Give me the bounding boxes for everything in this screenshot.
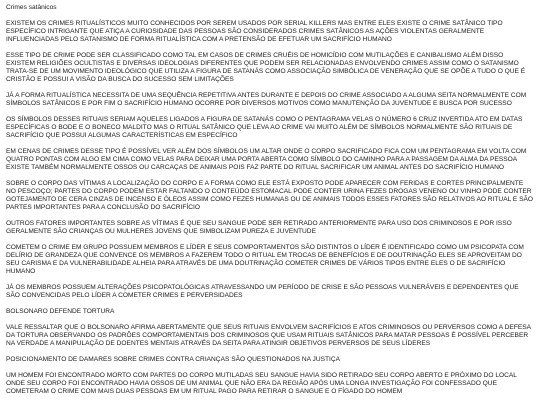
paragraph: JÁ OS MEMBROS POSSUEM ALTERAÇÕES PSICOPATOLÓGICAS ATRAVESSANDO UM PERÍODO DE CRISE E SÃO PESSOAS VULNERÁVEIS E DEPENDENTES QUE SÃO CONVENCIDAS PELO LÍDER A COMETER CRIMES E PERVERSIDADES <box>6 284 519 299</box>
paragraph: ESSE TIPO DE CRIME PODE SER CLASSIFICADO COMO TAL EM CASOS DE CRIMES CRUÉIS DE HOMICÍDIO COM MUTILAÇÕES E CANIBALISMO ALÉM DISSO EXISTEM RELIGIÕES OCULTISTAS E DIVERSAS IDEOLOGIAS DIFERENTES QUE PODEM SER RELACIONADAS ENVOLVENDO CRIMES ASSIM COMO O SATANISMO TRATA-SE DE UM MOVIMENTO IDEOLÓGICO QUE UTILIZA A FIGURA DE SATANÁS COMO ASSOCIAÇÃO SIMBÓLICA DE VENERAÇÃO QUE SE OPÕE A TUDO O QUE É CRISTÃO E POSSUI A VISÃO DA BUSCA DO SUCESSO SEM LIMITAÇÕES <box>6 52 526 83</box>
paragraph: UM HOMEM FOI ENCONTRADO MORTO COM PARTES DO CORPO MUTILADAS SEU SANGUE HAVIA SIDO RETIRADO SEU CORPO ABERTO E PRÓXIMO DO LOCAL ONDE SEU CORPO FOI ENCONTRADO HAVIA OSSOS DE UM ANIMAL QUE NÃO ERA DA REGIÃO APÓS UMA LONGA INVESTIGAÇÃO FOI CONFESSADO QUE COMETERAM O CRIME COM MAIS DUAS PESSOAS EM UM RITUAL PAGO PARA RETIRAR O SANGUE E O FÍGADO DO HOMEM <box>6 372 517 395</box>
section-heading: POSICIONAMENTO DE DAMARES SOBRE CRIMES CONTRA CRIANÇAS SÃO QUESTIONADOS NA JUSTIÇA <box>6 356 341 363</box>
paragraph: EM CENAS DE CRIMES DESSE TIPO É POSSÍVEL VER ALÉM DOS SÍMBOLOS UM ALTAR ONDE O CORPO SACRIFICADO FICA COM UM PENTAGRAMA EM VOLTA COM QUATRO PONTAS COM ALGO EM CIMA COMO VELAS PARA DEIXAR UMA PORTA ABERTA COMO SÍMBOLO DO CAMINHO PARA A PASSAGEM DA ALMA DA PESSOA EXISTE TAMBÉM NORMALMENTE OSSOS OU CARCAÇAS DE ANIMAIS POIS FAZ PARTE DO RITUAL SACRIFICAR UM ANIMAL ANTES DO SACRIFÍCIO HUMANO <box>6 148 527 171</box>
document-title: Crimes satânicos <box>6 4 57 11</box>
section-heading: BOLSONARO DEFENDE TORTURA <box>6 308 115 315</box>
paragraph: EXISTEM OS CRIMES RITUALÍSTICOS MUITO CONHECIDOS POR SEREM USADOS POR SERIAL KILLERS MAS ENTRE ELES EXISTE O CRIME SATÂNICO TIPO ESPECÍFICO INTRIGANTE QUE ATIÇA A CURIOSIDADE DAS PESSOAS SÃO CONSIDERADOS CRIMES SATÂNICOS AS AÇÕES VIOLENTAS GERALMENTE INFLUENCIADAS PELO SATANISMO DE FORMA RITUALÍSTICA COM A PRETENSÃO DE EFETUAR UM SACRIFÍCIO HUMANO <box>6 20 503 43</box>
paragraph: JÁ A FORMA RITUALÍSTICA NECESSITA DE UMA SEQUÊNCIA REPETITIVA ANTES DURANTE E DEPOIS DO CRIME ASSOCIADO A ALGUMA SEITA NORMALMENTE COM SÍMBOLOS SATÂNICOS E POR FIM O SACRIFÍCIO HUMANO OCORRE POR DIVERSOS MOTIVOS COMO MANUTENÇÃO DA JUVENTUDE E BUSCA POR SUCESSO <box>6 92 527 107</box>
paragraph: OUTROS FATORES IMPORTANTES SOBRE AS VÍTIMAS É QUE SEU SANGUE PODE SER RETIRADO ANTERIORMENTE PARA USO DOS CRIMINOSOS E POR ISSO GERALMENTE SÃO CRIANÇAS OU MULHERES JOVENS QUE SIMBOLIZAM PUREZA E JUVENTUDE <box>6 220 512 235</box>
paragraph: OS SÍMBOLOS DESSES RITUAIS SERIAM AQUELES LIGADOS A FIGURA DE SATANÁS COMO O PENTAGRAMA VELAS O NÚMERO 6 CRUZ INVERTIDA ATO EM DATAS ESPECÍFICAS O BODE E O BONECO MALDITO MAS O RITUAL SATÂNICO QUE LEVA AO CRIME VAI MUITO ALÉM DE SÍMBOLOS NORMALMENTE SÃO RITUAIS DE SACRIFÍCIO QUE POSSUI ALGUMAS CARACTERÍSTICAS EM ESPECÍFICO <box>6 116 523 139</box>
paragraph: VALE RESSALTAR QUE O BOLSONARO AFIRMA ABERTAMENTE QUE SEUS RITUAIS ENVOLVEM SACRIFÍCIOS E ATOS CRIMINOSOS OU PERVERSOS COMO A DEFESA DA TORTURA OBSERVANDO OS PADRÕES COMPORTAMENTAIS DOS CRIMINOSOS QUE USAM RITUAIS SATÂNICOS PARA MATAR PESSOAS É POSSÍVEL PERCEBER NA VERDADE A MANIPULAÇÃO DE DOENTES MENTAIS ATRAVÉS DA SEITA PARA ATINGIR OBJETIVOS PERVERSOS DE SEUS LÍDERES <box>6 324 531 347</box>
paragraph: COMETEM O CRIME EM GRUPO POSSUEM MEMBROS E LÍDER E SEUS COMPORTAMENTOS SÃO DISTINTOS O LÍDER É IDENTIFICADO COMO UM PSICOPATA COM DELÍRIO DE GRANDEZA QUE CONVENCE OS MEMBROS A FAZEREM TODO O RITUAL EM TROCAS DE BENEFÍCIOS E DE DOUTRINAÇÃO ELES SE APROVEITAM DO SEU CARISMA E DA VULNERABILIDADE ALHEIA PARA ATRAVÉS DE UMA DOUTRINAÇÃO COMETER CRIMES DE VÁRIOS TIPOS ENTRE ELES O DE SACRIFÍCIO HUMANO <box>6 244 524 275</box>
paragraph: SOBRE O CORPO DAS VÍTIMAS A LOCALIZAÇÃO DO CORPO E A FORMA COMO ELE ESTÁ EXPOSTO PODE APARECER COM FERIDAS E CORTES PRINCIPALMENTE NO PESCOÇO; PARTES DO CORPO PODEM ESTAR FALTANDO O CONTEÚDO ESTOMACAL PODE CONTER URINA FEZES DROGAS VENENO OU VINHO PODE CONTER GOTEJAMENTO DE CERA CINZAS DE INCENSO E ÓLEOS ASSIM COMO FEZES HUMANAS OU DE ANIMAIS TODOS ESSES FATORES SÃO RELATIVOS AO RITUAL E SÃO PARTES IMPORTANTES PARA A CONCLUSÃO DO SACRIFÍCIO <box>6 180 534 211</box>
